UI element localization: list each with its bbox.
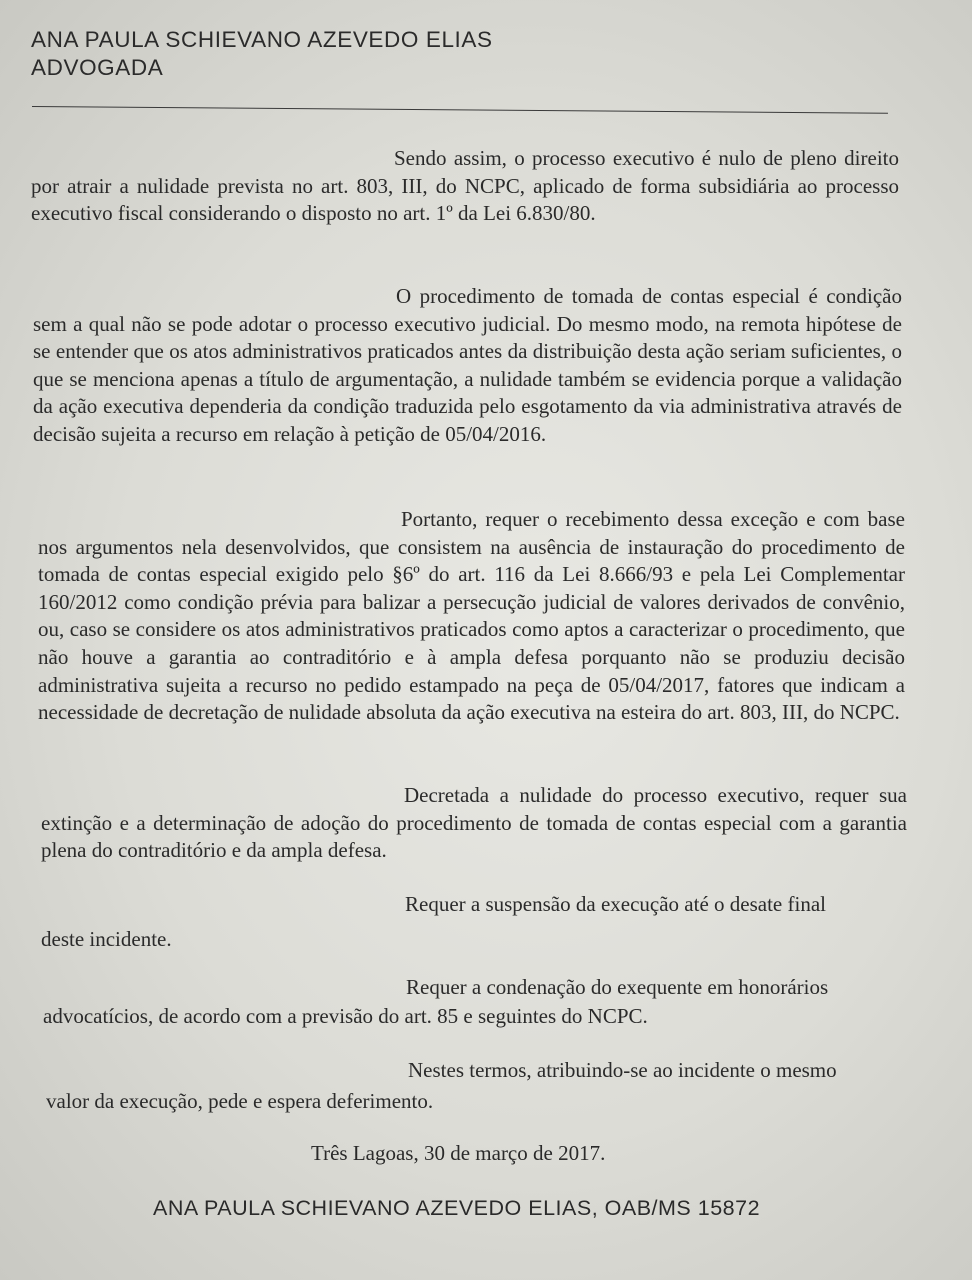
header-divider [32, 106, 888, 114]
lawyer-name: ANA PAULA SCHIEVANO AZEVEDO ELIAS [31, 27, 493, 52]
letterhead [31, 26, 493, 82]
paragraph-extincao: Decretada a nulidade do processo executivo, requer sua extinção e a determinação de adoção do procedimento de tomada de contas especial com a garantia plena do contraditório e da ampla defesa. [41, 783, 907, 863]
paragraph-requerimento: Portanto, requer o recebimento dessa exceção e com base nos argumentos nela desenvolvidos, que consistem na ausência de instauração do procedimento de tomada de contas especial exigido pelo §6º do art. 116 da Lei 8.666/93 e pela Lei Complementar 160/2012 como condição prévia para balizar a persecução judicial de valores derivados de convênio, ou, caso se considere os atos administrativos praticados como aptos a caracterizar o procedimento, que não houve a garantia ao contraditório e à ampla defesa porquanto não se produziu decisão administrativa sujeita a recurso no pedido estampado na peça de 05/04/2017, fatores que indicam a necessidade de decretação de nulidade absoluta da ação executiva na esteira do art. 803, III, do NCPC. [38, 507, 905, 725]
paragraph-nulidade: Sendo assim, o processo executivo é nulo de pleno direito por atrair a nulidade prevista no art. 803, III, do NCPC, aplicado de forma subsidiária ao processo executivo fiscal considerando o disposto no art. 1º da Lei 6.830/80. [31, 146, 899, 226]
place-date: Três Lagoas, 30 de março de 2017. [311, 1141, 606, 1165]
closing-line1: Nestes termos, atribuindo-se ao incidente o mesmo [408, 1058, 837, 1082]
request-fees-line1: Requer a condenação do exequente em honorários [406, 975, 829, 999]
request-suspension-line1: Requer a suspensão da execução até o desate final [405, 892, 826, 916]
request-suspension-line2: deste incidente. [41, 927, 172, 951]
signature-line: ANA PAULA SCHIEVANO AZEVEDO ELIAS, OAB/MS 15872 [153, 1196, 761, 1220]
closing-line2: valor da execução, pede e espera deferimento. [46, 1089, 434, 1113]
paragraph-tomada-de-contas: O procedimento de tomada de contas especial é condição sem a qual não se pode adotar o processo executivo judicial. Do mesmo modo, na remota hipótese de se entender que os atos administrativos praticados antes da distribuição desta ação seriam suficientes, o que se menciona apenas a título de argumentação, a nulidade também se evidencia porque a validação da ação executiva dependeria da condição traduzida pelo esgotamento da via administrativa através de decisão sujeita a recurso em relação à petição de 05/04/2016. [33, 284, 902, 446]
lawyer-title: ADVOGADA [31, 55, 164, 80]
request-fees-line2: advocatícios, de acordo com a previsão do art. 85 e seguintes do NCPC. [43, 1004, 648, 1028]
